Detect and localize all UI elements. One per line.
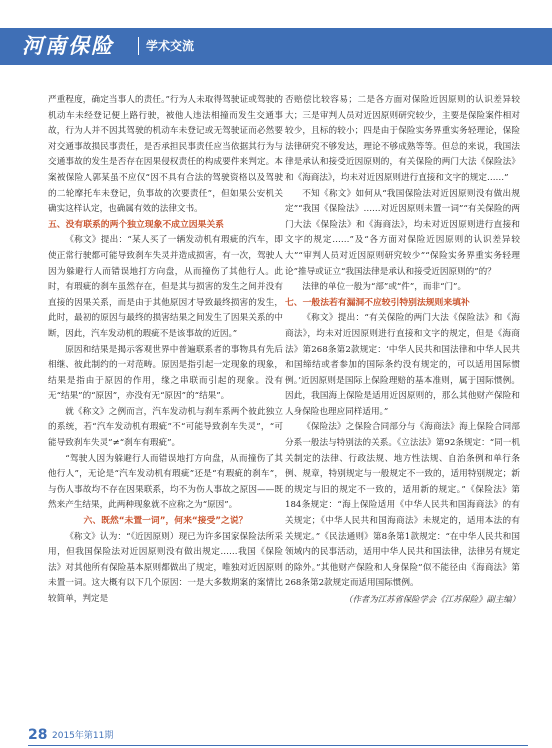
paragraph: 严重程度，确定当事人的责任。”行为人未取得驾驶证或驾驶的机动车未经登记便上路行驶，被他人违法相撞而发生交通事故，行为人并不因其驾驶的机动车未登记或无驾驶证而必然要对交通事故损民事责任，是否承担民事责任应当依据其行为与交通事故的发生是否存在因果侵权责任的构成要件来判定。本案被保险人郭某虽不应仅“因不具有合法的驾驶资格以及驾驶的二轮摩托车未登记，负事故的次要责任”，但如果公安机关确实这样认定，也确属有效的法律文书。 <box>48 95 283 215</box>
paragraph: 原因和结果是揭示客观世界中普遍联系者的事物具有先后相继、彼此制约的一对范畴。原因是指引起一定现象的现象，结果是指由于原因的作用，缘之串联而引起的现象。没有无“结果”的“原因”，亦没有无“原因”的“结果”。 <box>48 344 283 402</box>
paragraph: 《保险法》之保险合同部分与《海商法》海上保险合同部分系一般法与特别法的关系。《立法法》第92条规定：“同一机关制定的法律、行政法规、地方性法规、自治条例和单行条例、规章，特别规定与一般规定不一致的，适用特别规定；新的规定与旧的规定不一致的，适用新的规定。”《保险法》第184条规定：“海上保险适用《中华人民共和国海商法》的有关规定；《中华人民共和国海商法》未规定的，适用本法的有关规定。”《民法通则》第8条第1款规定：“在中华人民共和国领域内的民事活动，适用中华人民共和国法律，法律另有规定的除外。”其他财产保险和人身保险”似不能径由《海商法》第268条第2款规定而适用国际惯例。 <box>285 422 520 589</box>
paragraph: 法律的单位一般为“部”或“件”，而非“门”。 <box>302 282 467 293</box>
paragraph: 不知《称文》如何从“我国保险法对近因原则没有做出规定”“我国《保险法》……对近因原则未置一词”“有关保险的两门大法《保险法》和《海商法》，均未对近因原则进行直接和文字的规定……”及“各方面对保险近因原则的认识差异较大”“审判人员对近因原则研究较少”“保险实务界重实务轻理论”推导或证立“我国法律是承认和接受近因原则的”的？ <box>285 188 520 277</box>
right-column <box>285 93 520 608</box>
author-note: （作者为江苏省保险学会《江苏保险》副主编） <box>344 594 520 604</box>
paragraph: 《称文》认为：“《近因原则）现已为许多国家保险法所采用，但我国保险法对近因原则没有做出规定……我国《保险法》对其他所有保险基本原则都做出了规定，唯独对近因原则未置一词。这大概有以下几个原因：一是大多数期案的案情比较简单，判定是 <box>48 531 283 604</box>
page-number: 28 <box>28 727 48 743</box>
section-heading: 五、没有联系的两个独立现象不成立因果关系 <box>48 219 224 230</box>
paragraph: 《称文》提出：“某人买了一辆发动机有瑕疵的汽车，即使正常行驶都可能导致刹车失灵并造成损害，有一次，驾驶人因为躲避行人而错误地打方向盘，从而撞伤了其他行人。此时，有瑕疵的刹车虽然存在，但是其与损害的发生之间并没有直接的因果关系，而是由于其他原因才导致最终损害的发生，此时，最初的原因与最终的损害结果之间发生了因果关系的中断，因此，汽车发动机的瑕疵不是该事故的近因。” <box>48 235 283 339</box>
section-heading: 六、既然“未置一词”，何来“接受”之说？ <box>83 516 248 527</box>
left-column <box>48 93 283 608</box>
issue-label: 2015年第11期 <box>52 731 114 741</box>
section-heading: 七、一般法若有漏洞不应较引特别法规则来填补 <box>285 297 470 308</box>
paragraph: “驾驶人因为躲避行人而错误地打方向盘，从而撞伤了其他行人”，无论是“汽车发动机有瑕疵”还是“有瑕疵的刹车”，与伤人事故均不存在因果联系，均不为伤人事故之原因——既然来产生结果，此两种现象就不应称之为“原因”。 <box>48 453 283 511</box>
journal-logo: 河南保险 <box>22 33 114 58</box>
page-header <box>0 0 552 88</box>
paragraph: 《称文》提出：“有关保险的两门大法《保险法》和《海商法》，均未对近因原则进行直接和文字的规定，但是《海商法》第268条第2款规定：‘中华人民共和国法律和中华人民共和国缔结或者参加的国际条约没有规定的，可以适用国际惯例。’近因原则是国际上保险理赔的基本准则，属于国际惯例。因此，我国海上保险是适用近因原则的，那么其他财产保险和人身保险也理应同样适用。” <box>285 313 520 417</box>
page-footer <box>0 724 552 748</box>
section-title: 学术交流 <box>146 39 195 53</box>
paragraph: 就《称文》之例而言，汽车发动机与刹车系两个彼此独立的系统，若“汽车发动机有瑕疵”不“可能导致刹车失灵”，“可能导致刹车失灵”≠“刹车有瑕疵”。 <box>48 406 283 449</box>
header-divider <box>138 37 139 55</box>
paragraph: 否赔偿比较容易；二是各方面对保险近因原则的认识差异较大；三是审判人员对近因原则研究较少，主要是保险案件相对较少，且标的较小；四是由于保险实务界重实务轻理论，保险法律研究不够发达，理论不够成熟等等。但总的来说，我国法律是承认和接受近因原则的，有关保险的两门大法《保险法》和《海商法》，均未对近因原则进行直接和文字的规定……” <box>285 95 520 183</box>
footer-rule <box>28 745 528 746</box>
